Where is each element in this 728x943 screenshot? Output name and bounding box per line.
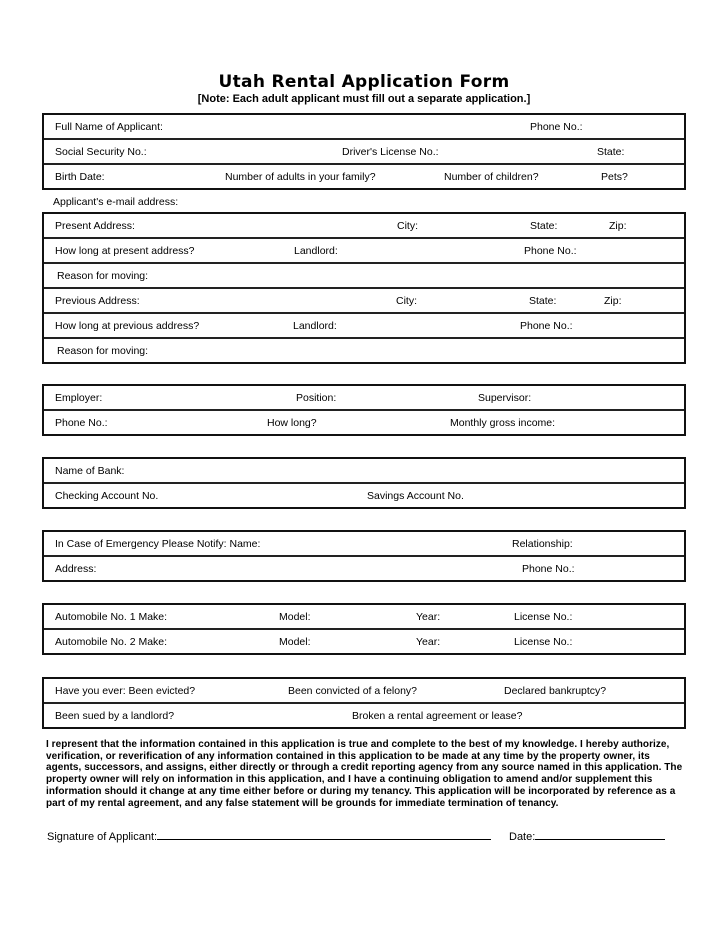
date-label: Date: [509, 831, 536, 843]
phone-label: Phone No.: [530, 121, 583, 133]
auto2-year-label: Year: [416, 636, 441, 648]
how-long-previous-row[interactable] [44, 314, 684, 339]
previous-reason-label: Reason for moving: [57, 345, 149, 357]
how-long-present-row[interactable] [44, 239, 684, 264]
auto2-model-label: Model: [279, 636, 311, 648]
present-reason-row[interactable] [44, 264, 684, 289]
bank-section [42, 457, 686, 509]
bankruptcy-question: Declared bankruptcy? [504, 685, 607, 697]
emergency-name-row[interactable] [44, 532, 684, 557]
signature-label: Signature of Applicant: [47, 831, 158, 843]
birth-date-row[interactable] [44, 165, 684, 188]
emergency-section [42, 530, 686, 582]
auto2-make-label: Automobile No. 2 Make: [55, 636, 168, 648]
questions-row-1[interactable] [44, 679, 684, 704]
present-reason-label: Reason for moving: [57, 270, 149, 282]
bank-name-row[interactable] [44, 459, 684, 484]
evicted-question: Have you ever: Been evicted? [55, 685, 196, 697]
auto1-license-label: License No.: [514, 611, 573, 623]
present-zip-label: Zip: [609, 220, 627, 232]
relationship-label: Relationship: [512, 538, 573, 550]
monthly-income-label: Monthly gross income: [450, 417, 556, 429]
ssn-label: Social Security No.: [55, 146, 147, 158]
authorization-statement: I represent that the information contained in this application is true and complete to the best of my knowledge. I hereby authorize, verification, or reverification of any information contained in this application to be made at any time by the property owner, its agents, successors, and assigns, either directly or through a credit reporting agency from any source named in this application. The property owner will rely on information in this application, and I have a continuing obligation to amend and/or supplement this information should it change at any time either before or during my tenancy. This application will be incorporated by reference as a part of my rental agreement, and any false statement will be grounds for immediate termination of tenancy. [46, 739, 683, 809]
auto2-row[interactable] [44, 630, 684, 653]
employer-phone-row[interactable] [44, 411, 684, 434]
history-questions-section [42, 677, 686, 729]
emergency-name-label: In Case of Emergency Please Notify: Name: [55, 538, 261, 550]
emergency-address-row[interactable] [44, 557, 684, 580]
how-long-present-label: How long at present address? [55, 245, 195, 257]
auto1-model-label: Model: [279, 611, 311, 623]
present-state-label: State: [530, 220, 558, 232]
previous-city-label: City: [396, 295, 417, 307]
sued-question: Been sued by a landlord? [55, 710, 175, 722]
previous-address-row[interactable] [44, 289, 684, 314]
ssn-row[interactable] [44, 140, 684, 165]
form-title: Utah Rental Application Form [218, 72, 510, 92]
accounts-row[interactable] [44, 484, 684, 507]
felony-question: Been convicted of a felony? [288, 685, 418, 697]
drivers-license-label: Driver's License No.: [342, 146, 439, 158]
previous-zip-label: Zip: [604, 295, 622, 307]
emergency-phone-label: Phone No.: [522, 563, 575, 575]
full-name-label: Full Name of Applicant: [55, 121, 163, 133]
address-section [42, 212, 686, 364]
present-address-row[interactable] [44, 214, 684, 239]
date-field[interactable] [509, 829, 665, 843]
previous-state-label: State: [529, 295, 557, 307]
automobile-section [42, 603, 686, 655]
signature-line[interactable] [157, 829, 491, 840]
bank-name-label: Name of Bank: [55, 465, 125, 477]
email-label[interactable]: Applicant's e-mail address: [53, 196, 179, 208]
emergency-address-label: Address: [55, 563, 97, 575]
previous-address-label: Previous Address: [55, 295, 140, 307]
previous-reason-row[interactable] [44, 339, 684, 362]
date-line[interactable] [535, 829, 665, 840]
employer-phone-label: Phone No.: [55, 417, 108, 429]
how-long-previous-label: How long at previous address? [55, 320, 200, 332]
broken-lease-question: Broken a rental agreement or lease? [352, 710, 523, 722]
checking-account-label: Checking Account No. [55, 490, 159, 502]
state-label: State: [597, 146, 625, 158]
auto1-year-label: Year: [416, 611, 441, 623]
supervisor-label: Supervisor: [478, 392, 532, 404]
birth-date-label: Birth Date: [55, 171, 105, 183]
auto1-row[interactable] [44, 605, 684, 630]
num-children-label: Number of children? [444, 171, 539, 183]
applicant-section [42, 113, 686, 190]
pets-label: Pets? [601, 171, 628, 183]
auto2-license-label: License No.: [514, 636, 573, 648]
form-note: [Note: Each adult applicant must fill out a separate application.] [197, 93, 531, 105]
previous-landlord-label: Landlord: [293, 320, 337, 332]
present-landlord-label: Landlord: [294, 245, 338, 257]
position-label: Position: [296, 392, 337, 404]
signature-field[interactable] [47, 829, 491, 843]
auto1-make-label: Automobile No. 1 Make: [55, 611, 168, 623]
full-name-row[interactable] [44, 115, 684, 140]
employer-label: Employer: [55, 392, 103, 404]
how-long-employed-label: How long? [267, 417, 317, 429]
employment-section [42, 384, 686, 436]
present-city-label: City: [397, 220, 418, 232]
previous-landlord-phone-label: Phone No.: [520, 320, 573, 332]
present-landlord-phone-label: Phone No.: [524, 245, 577, 257]
present-address-label: Present Address: [55, 220, 135, 232]
num-adults-label: Number of adults in your family? [225, 171, 376, 183]
savings-account-label: Savings Account No. [367, 490, 464, 502]
employer-row[interactable] [44, 386, 684, 411]
questions-row-2[interactable] [44, 704, 684, 727]
